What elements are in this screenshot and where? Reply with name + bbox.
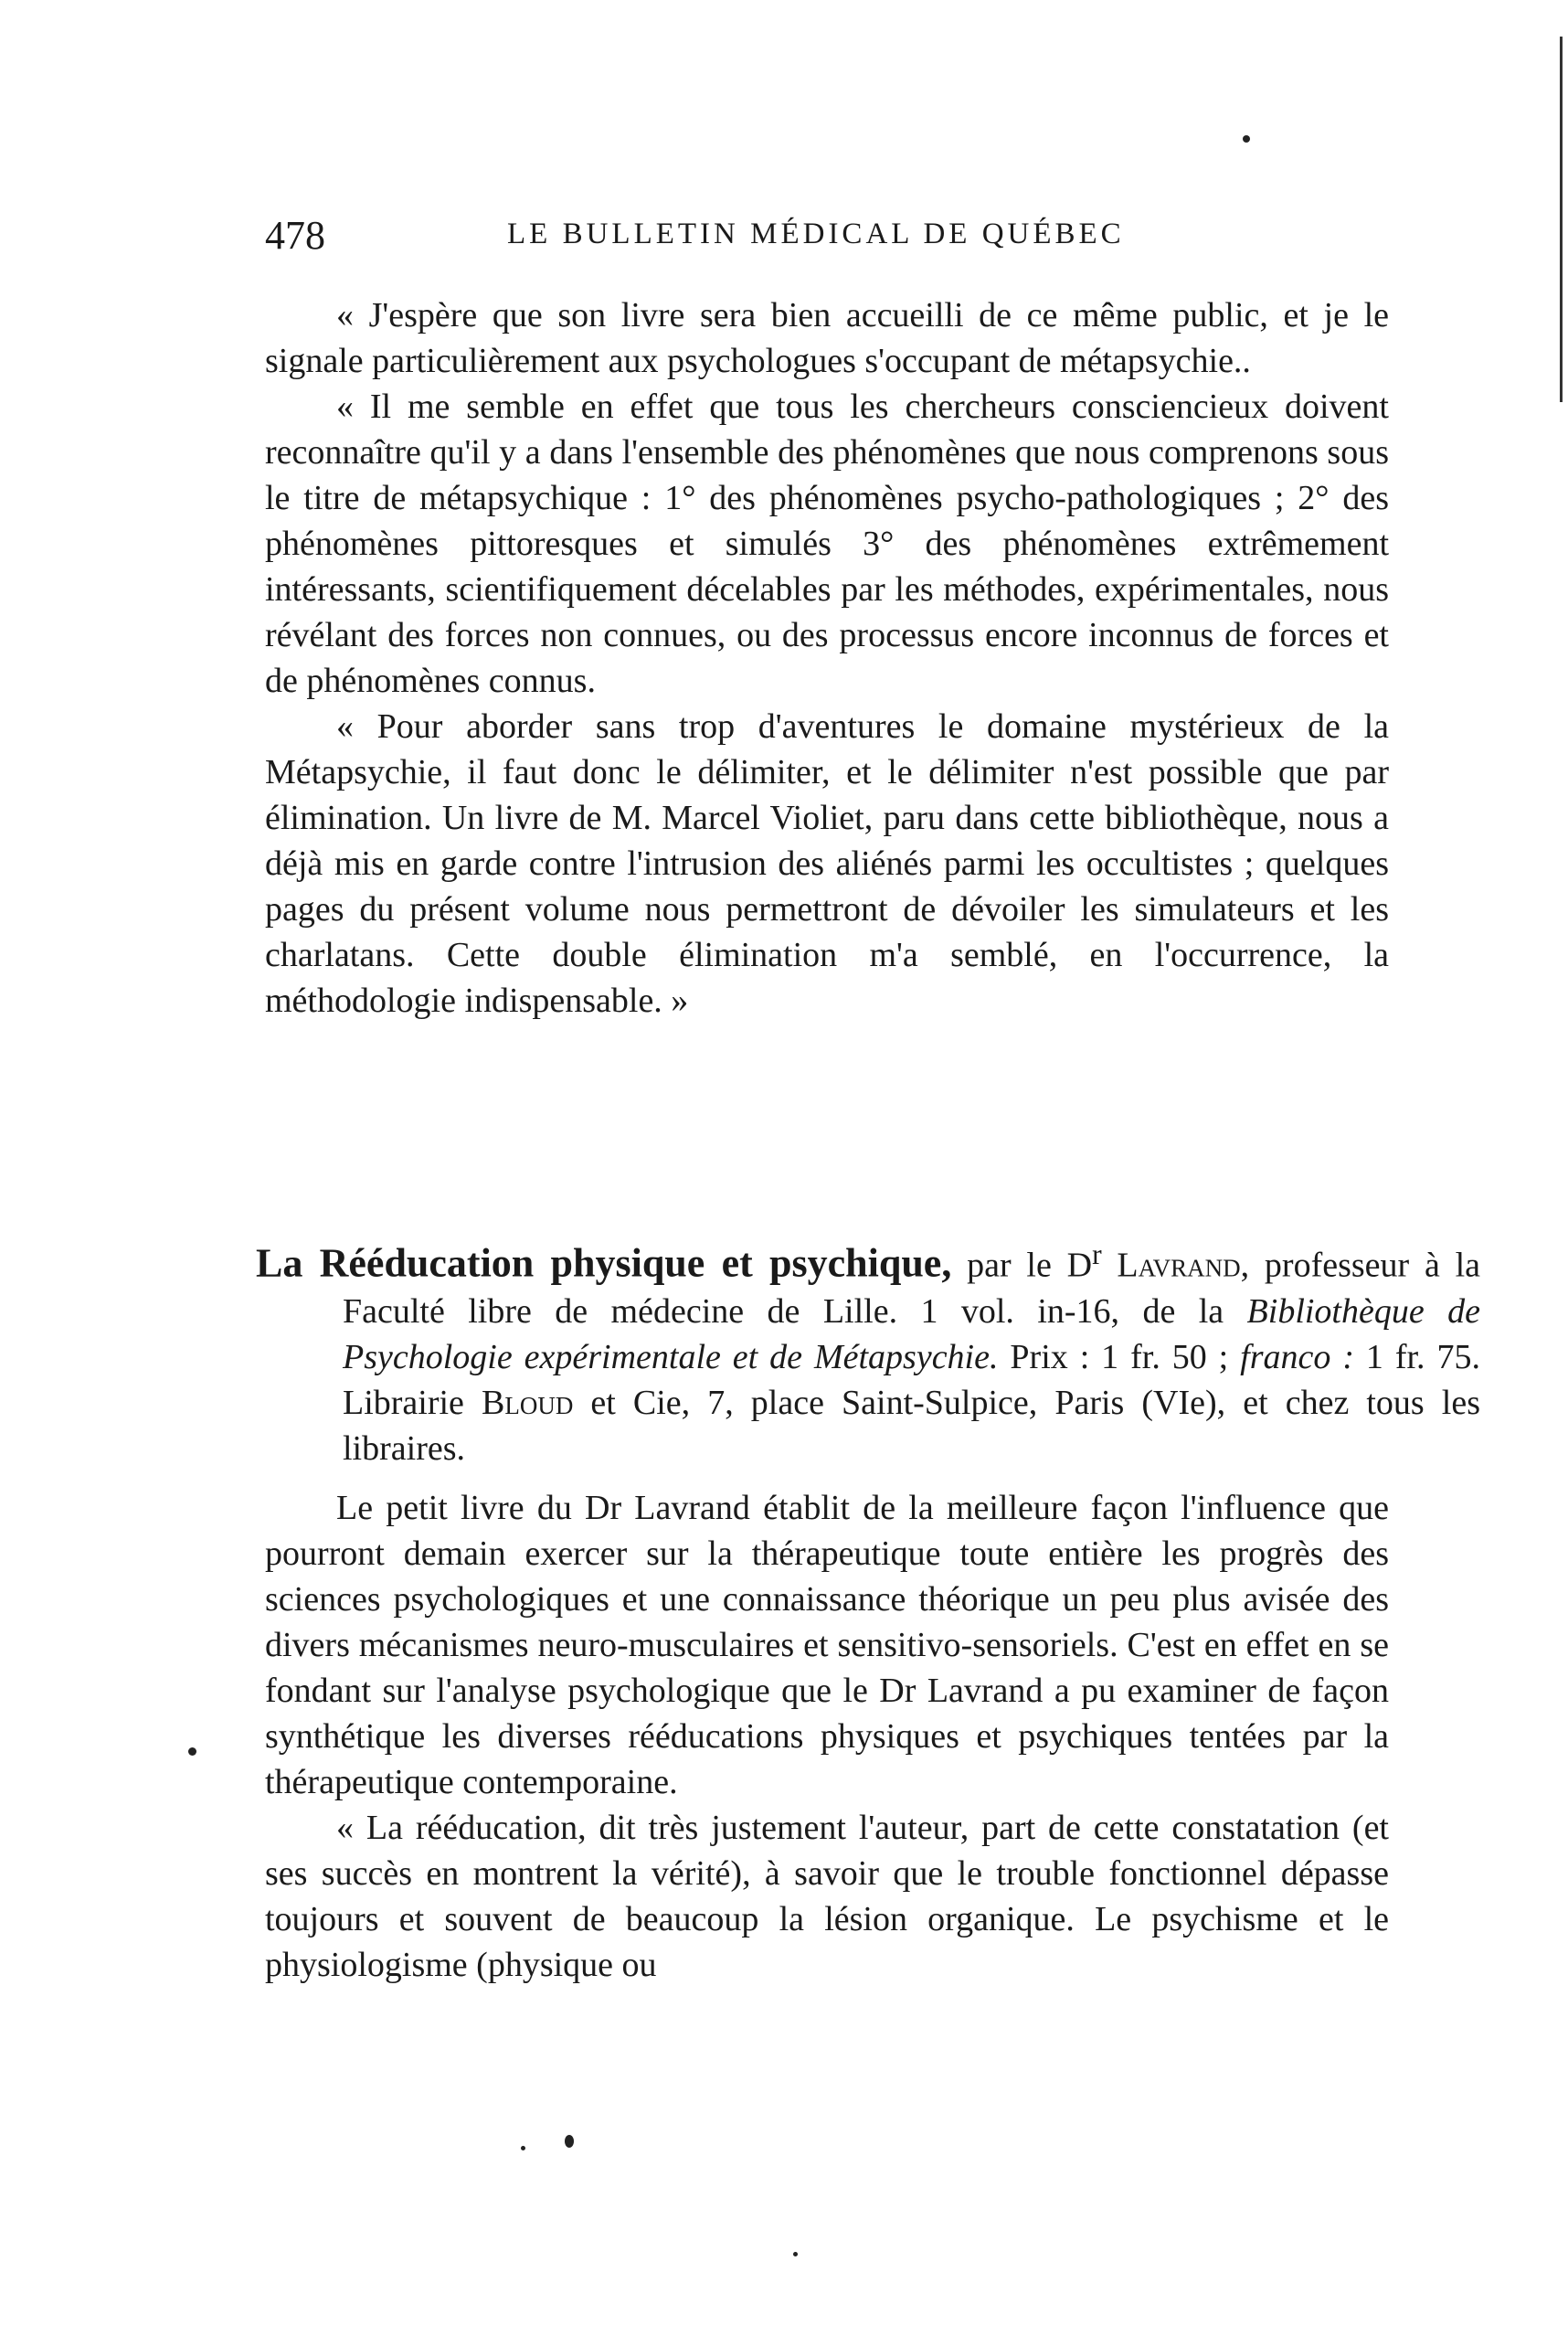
scan-speck [793,2252,798,2256]
book-title: La Rééducation physique et psychique, [256,1240,952,1286]
price-part-1: Prix : 1 fr. 50 ; [998,1337,1241,1376]
page-number: 478 [265,213,325,258]
paragraph: « La rééducation, dit très justement l'auteur, part de cette constatation (et ses succès en montrent la vérité), à savoir que le trouble fonctionnel dépasse toujours et souvent de beaucoup la lésion organique. Le psychisme et le physiologisme (physique ou [265,1809,1389,1984]
review-author: Lavrand [1117,1246,1241,1285]
quoted-passage [265,292,1389,1024]
scan-speck [188,1747,196,1756]
price-part-2: 1 fr. 75. Librairie [343,1337,1480,1422]
scan-edge-line [1560,37,1563,402]
scan-speck [565,2135,574,2148]
scan-speck [521,2146,525,2150]
franco-label: franco : [1240,1337,1354,1376]
scan-speck [1243,135,1250,143]
book-review-heading [256,1232,1480,1471]
review-by: par le D [967,1246,1093,1285]
review-body [265,1485,1389,1988]
paragraph: Le petit livre du Dr Lavrand établit de la meilleure façon l'influence que pourront demain exercer sur la thérapeutique toute entière les progrès des sciences psychologiques et une connaissance théorique un peu plus avisée des divers mécanismes neuro-musculaires et sensitivo-sensoriels. C'est en effet en se fondant sur l'analyse psychologique que le Dr Lavrand a pu examiner de façon synthétique les diverses rééducations physiques et psychiques tentées par la thérapeutique contemporaine. [265,1489,1389,1801]
publisher-name: Bloud [482,1383,574,1422]
paragraph: « Il me semble en effet que tous les chercheurs consciencieux doivent reconnaître qu'il y a dans l'ensemble des phénomènes que nous comprenons sous le titre de métapsychique : 1° des phénomènes psycho-pathologiques ; 2° des phénomènes pittoresques et simulés 3° des phénomènes extrêmement intéressants, scientifiquement décelables par les méthodes, expérimentales, nous révélant des forces non connues, ou des processus encore inconnus de forces et de phénomènes connus. [265,388,1389,700]
running-header [265,212,1261,267]
publisher-address: et Cie, 7, place Saint-Sulpice, Paris (VIe), et chez tous les libraires. [343,1383,1480,1468]
running-title: LE BULLETIN MÉDICAL DE QUÉBEC [507,218,1125,250]
collection-name: Bibliothèque de Psychologie expérimentale et de Métapsychie. [343,1291,1480,1376]
review-by-superscript: r [1092,1238,1102,1270]
paragraph: « Pour aborder sans trop d'aventures le domaine mystérieux de la Métapsychie, il faut donc le délimiter, et le délimiter n'est possible que par élimination. Un livre de M. Marcel Violiet, paru dans cette bibliothèque, nous a déjà mis en garde contre l'intrusion des aliénés parmi les occultistes ; quelques pages du présent volume nous permettront de dévoiler les simulateurs et les charlatans. Cette double élimination m'a semblé, en l'occurrence, la méthodologie indispensable. » [265,707,1389,1020]
paragraph: « J'espère que son livre sera bien accueilli de ce même public, et je le signale particulièrement aux psychologues s'occupant de métapsychie.. [265,296,1389,380]
review-description: , professeur à la Faculté libre de médecine de Lille. 1 vol. in-16, de la [343,1246,1481,1331]
